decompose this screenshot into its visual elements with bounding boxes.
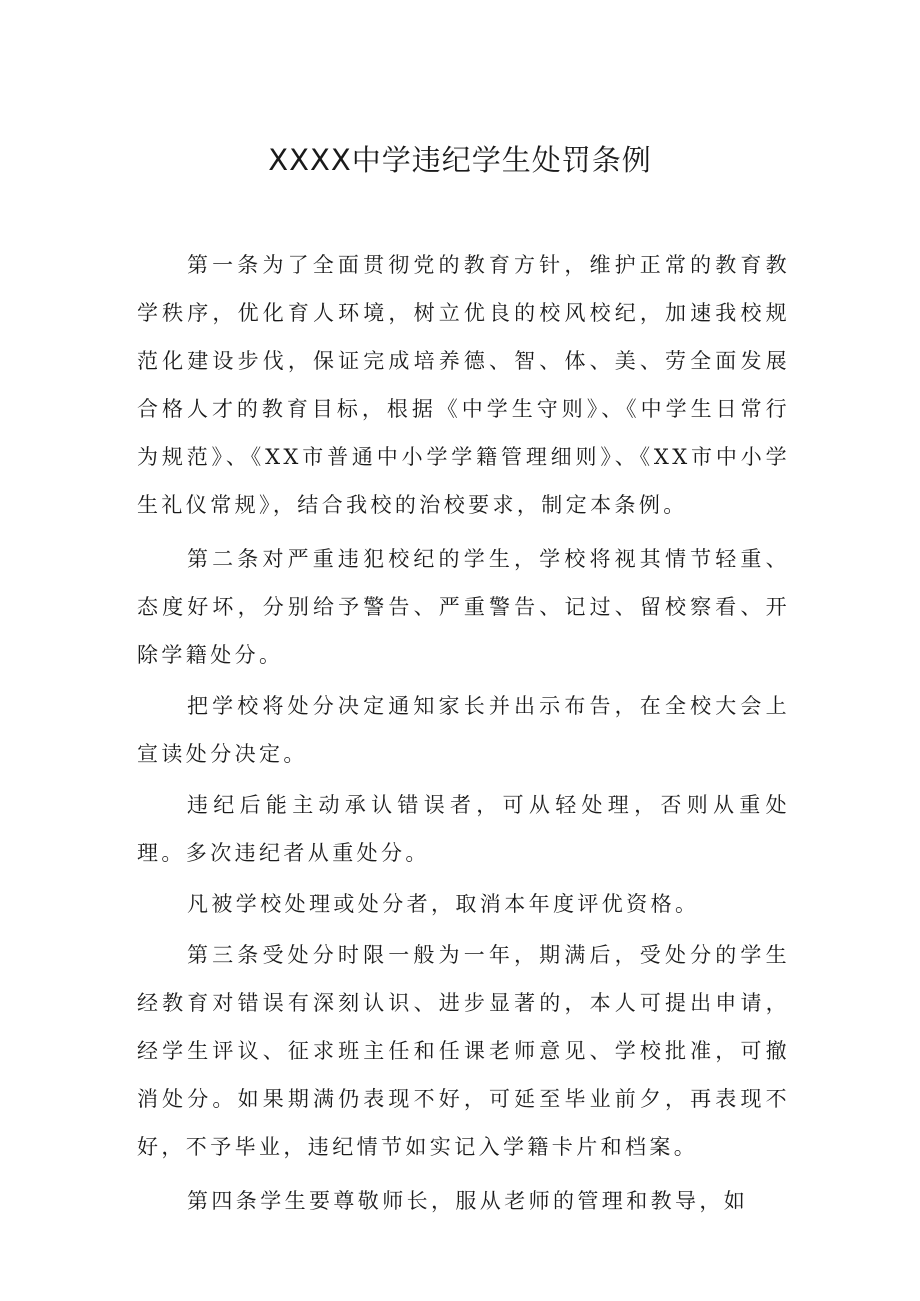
paragraph-article-1: 第一条为了全面贯彻党的教育方针，维护正常的教育教学秩序，优化育人环境，树立优良的校风校纪，加速我校规范化建设步伐，保证完成培养德、智、体、美、劳全面发展合格人才的教育目标，根据《中学生守则》、《中学生日常行为规范》、《XX市普通中小学学籍管理细则》、《XX市中小学生礼仪常规》，结合我校的治校要求，制定本条例。: [137, 253, 790, 517]
document-title: XXXX中学违纪学生处罚条例: [268, 143, 652, 177]
paragraph-article-2: 第二条对严重违犯校纪的学生，学校将视其情节轻重、态度好坏，分别给予警告、严重警告、记过、留校察看、开除学籍处分。: [137, 547, 790, 667]
paragraph-article-3: 第三条受处分时限一般为一年，期满后，受处分的学生经教育对错误有深刻认识、进步显著的，本人可提出申请，经学生评议、征求班主任和任课老师意见、学校批准，可撤消处分。如果期满仍表现不好，可延至毕业前夕，再表现不好，不予毕业，违纪情节如实记入学籍卡片和档案。: [137, 943, 790, 1159]
paragraph-notice-parents: 把学校将处分决定通知家长并出示布告，在全校大会上宣读处分决定。: [137, 694, 790, 766]
paragraph-award-disqualification: 凡被学校处理或处分者，取消本年度评优资格。: [187, 892, 700, 916]
document-body: [137, 241, 790, 1225]
paragraph-leniency: 违纪后能主动承认错误者，可从轻处理，否则从重处理。多次违纪者从重处分。: [137, 793, 790, 865]
paragraph-article-4: 第四条学生要尊敬师长，服从老师的管理和教导，如: [187, 1189, 749, 1213]
